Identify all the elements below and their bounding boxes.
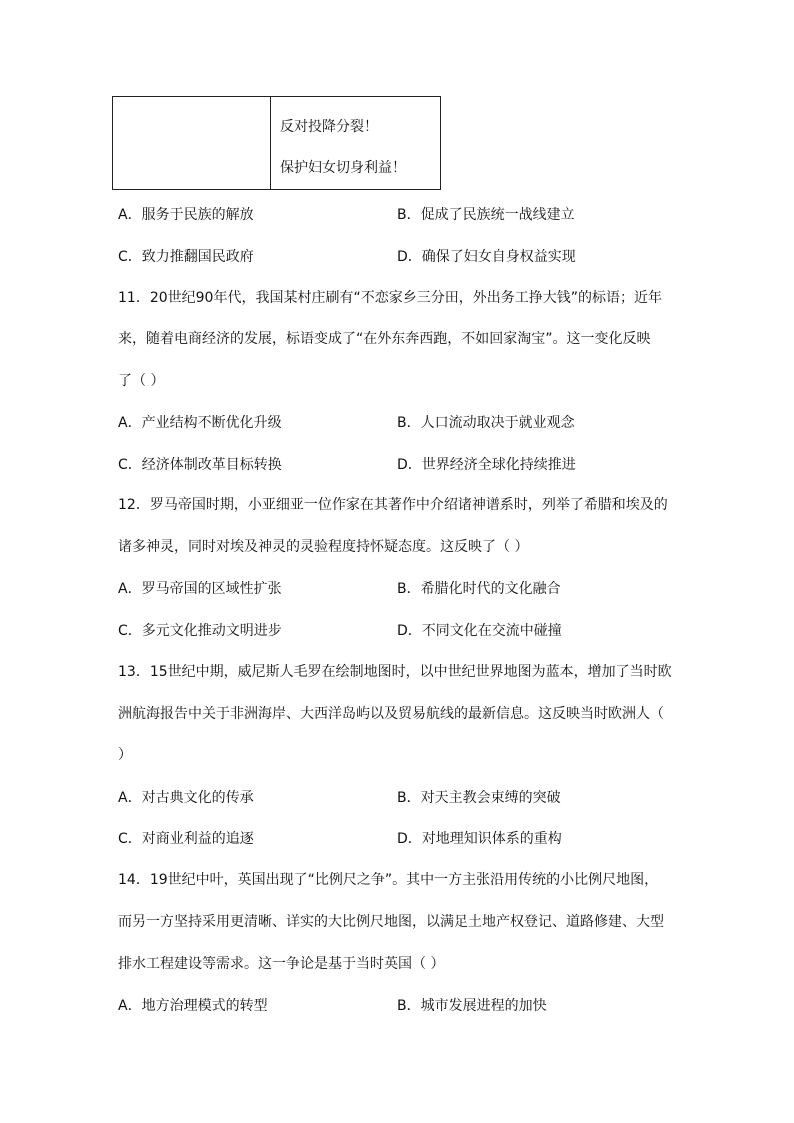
table-left-cell (113, 97, 271, 189)
q14-stem-line-3: 排水工程建设等需求。这一争论是基于当时英国（ ） (118, 956, 445, 972)
table-line-2: 保护妇女切身利益！ (280, 160, 406, 176)
q12-stem-line-2: 诸多神灵，同时对埃及神灵的灵验程度持怀疑态度。这反映了（ ） (118, 539, 529, 555)
q11-stem-line-1: 11．20世纪90年代，我国某村庄刷有“不恋家乡三分田，外出务工挣大钱”的标语；近年 (118, 290, 662, 306)
q13-option-c: C．对商业利益的追逐 (118, 831, 254, 847)
q14-option-a: A．地方治理模式的转型 (118, 998, 268, 1014)
q11-stem-line-3: 了（ ） (118, 373, 165, 389)
q13-option-d: D．对地理知识体系的重构 (397, 831, 562, 847)
q11-option-c: C．经济体制改革目标转换 (118, 457, 282, 473)
table-line-1: 反对投降分裂！ (280, 119, 378, 135)
q12-option-c: C．多元文化推动文明进步 (118, 623, 282, 639)
q12-option-b: B．希腊化时代的文化融合 (397, 581, 561, 597)
q10-option-b: B．促成了民族统一战线建立 (397, 207, 575, 223)
q10-option-a: A．服务于民族的解放 (118, 207, 254, 223)
q11-option-d: D．世界经济全球化持续推进 (397, 457, 576, 473)
q14-option-b: B．城市发展进程的加快 (397, 998, 547, 1014)
q13-stem-line-2: 洲航海报告中关于非洲海岸、大西洋岛屿以及贸易航线的最新信息。这反映当时欧洲人（ (118, 706, 664, 722)
q11-option-a: A．产业结构不断优化升级 (118, 415, 282, 431)
q11-stem-line-2: 来，随着电商经济的发展，标语变成了“在外东奔西跑，不如回家淘宝”。这一变化反映 (118, 331, 651, 347)
q10-option-c: C．致力推翻国民政府 (118, 249, 254, 265)
q11-option-b: B．人口流动取决于就业观念 (397, 415, 575, 431)
q13-stem-line-3: ） (118, 747, 132, 763)
q14-stem-line-1: 14．19世纪中叶，英国出现了“比例尺之争”。其中一方主张沿用传统的小比例尺地图， (118, 872, 659, 888)
q14-stem-line-2: 而另一方坚持采用更清晰、详实的大比例尺地图，以满足土地产权登记、道路修建、大型 (118, 914, 664, 930)
q12-option-d: D．不同文化在交流中碰撞 (397, 623, 562, 639)
q12-stem-line-1: 12．罗马帝国时期，小亚细亚一位作家在其著作中介绍诸神谱系时，列举了希腊和埃及的 (118, 497, 668, 513)
q13-option-a: A．对古典文化的传承 (118, 790, 254, 806)
q13-option-b: B．对天主教会束缚的突破 (397, 790, 561, 806)
q12-option-a: A．罗马帝国的区域性扩张 (118, 581, 282, 597)
q13-stem-line-1: 13．15世纪中期，威尼斯人毛罗在绘制地图时，以中世纪世界地图为蓝本，增加了当时欧 (118, 664, 672, 680)
q10-option-d: D．确保了妇女自身权益实现 (397, 249, 576, 265)
